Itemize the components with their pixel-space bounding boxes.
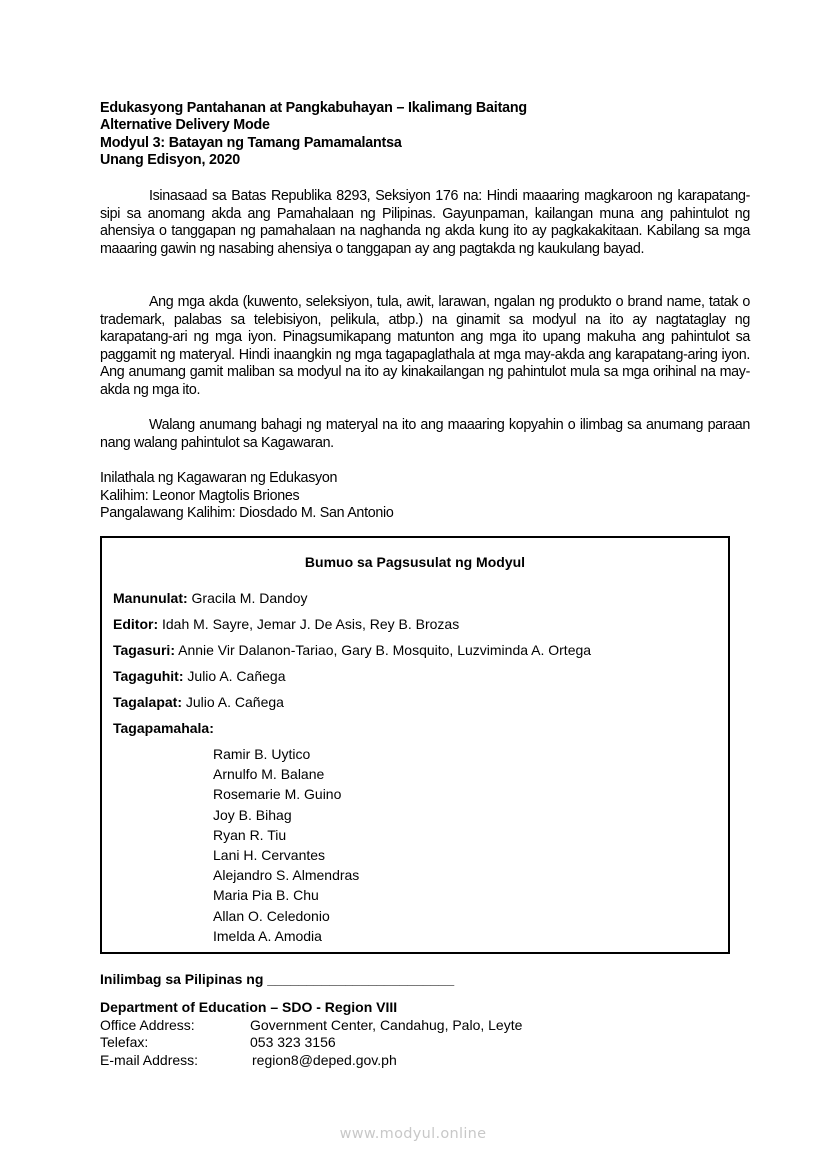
credit-label: Tagaguhit: — [113, 668, 184, 684]
manager-name: Ryan R. Tiu — [213, 826, 287, 843]
credit-label: Manunulat: — [113, 590, 188, 606]
office-info — [100, 999, 522, 1069]
office-address-label: Office Address: — [100, 1016, 195, 1033]
manager-name: Arnulfo M. Balane — [213, 766, 325, 783]
secretary-line: Kalihim: Leonor Magtolis Briones — [100, 487, 300, 504]
manager-name: Joy B. Bihag — [213, 806, 292, 823]
copyright-paragraph-text: Isinasaad sa Batas Republika 8293, Seksiyon 176 na: Hindi maaaring magkaroon ng karapatang-sipi sa anomang akda ang Pamahalaan ng Pilipinas. Gayunpaman, kailangan muna ang pahintulot ng ahensiya o tanggapan ng pamahalaan na naghanda ng akda kung ito ay pagkakakitaan. Kabilang sa mga maaaring gawin ng nasabing ahensiya o tanggapan ay ang pagtakda ng kaukulang bayad. — [100, 188, 750, 257]
email-row — [100, 1052, 522, 1070]
delivery-mode: Alternative Delivery Mode — [100, 117, 270, 134]
subject-title: Edukasyong Pantahanan at Pangkabuhayan – Ikalimang Baitang — [100, 100, 527, 116]
management-list — [213, 744, 359, 946]
rights-paragraph-text: Ang mga akda (kuwento, seleksiyon, tula, awit, larawan, ngalan ng produkto o brand name, tatak o trademark, palabas sa telebisiyon, pelikula, atbp.) na ginamit sa modyul na ito ay nagtataglay ng karapatang-ari ng mga iyon. Pinagsumikapang matunton ang mga ito upang makuha ang pahintulot sa paggamit ng materyal. Hindi inaangkin ng mga tagapaglathala at mga may-akda ang karapatang-aring iyon. Ang anumang gamit maliban sa modyul na ito ay kinakailangan ng pahintulot mula sa mga orihinal na may-akda ng mga ito. — [100, 294, 750, 398]
manager-name: Ramir B. Uytico — [213, 746, 311, 762]
manager-name: Alejandro S. Almendras — [213, 867, 360, 884]
copyright-paragraph — [100, 188, 750, 258]
office-address-row — [100, 1017, 522, 1035]
credit-value: Gracila M. Dandoy — [191, 590, 308, 606]
telefax-value: 053 323 3156 — [250, 1034, 336, 1051]
credit-label: Tagalapat: — [113, 694, 182, 710]
rights-paragraph — [100, 294, 750, 400]
office-address-value: Government Center, Candahug, Palo, Leyte — [250, 1016, 523, 1033]
watermark: www.modyul.online — [339, 1126, 487, 1142]
manager-name: Allan O. Celedonio — [213, 907, 330, 924]
credit-illustrator — [113, 668, 285, 684]
credit-value: Idah M. Sayre, Jemar J. De Asis, Rey B. Brozas — [162, 616, 460, 632]
office-title: Department of Education – SDO - Region VIII — [100, 999, 398, 1015]
credits-box — [100, 536, 730, 954]
credit-value: Annie Vir Dalanon-Tariao, Gary B. Mosquito, Luzviminda A. Ortega — [178, 642, 592, 658]
edition: Unang Edisyon, 2020 — [100, 151, 241, 168]
manager-name: Lani H. Cervantes — [213, 847, 326, 864]
credit-value: Julio A. Cañega — [187, 668, 286, 684]
credit-editor — [113, 616, 459, 632]
module-title: Modyul 3: Batayan ng Tamang Pamamalantsa — [100, 134, 402, 151]
document-header — [100, 100, 527, 169]
manager-name: Maria Pia B. Chu — [213, 887, 319, 904]
manager-name: Rosemarie M. Guino — [213, 786, 342, 803]
email-label: E-mail Address: — [100, 1051, 199, 1068]
credit-layout-artist — [113, 694, 284, 710]
undersecretary-line: Pangalawang Kalihim: Diosdado M. San Antonio — [100, 505, 394, 522]
telefax-row — [100, 1034, 522, 1052]
credit-reviewer — [113, 642, 591, 658]
reproduction-paragraph-text: Walang anumang bahagi ng materyal na ito ang maaaring kopyahin o ilimbag sa anumang paraan nang walang pahintulot sa Kagawaran. — [100, 417, 750, 451]
credit-label: Tagapamahala: — [113, 720, 214, 736]
email-value: region8@deped.gov.ph — [252, 1051, 397, 1068]
credit-value: Julio A. Cañega — [185, 694, 284, 710]
manager-name: Imelda A. Amodia — [213, 927, 322, 944]
credit-label: Editor: — [113, 616, 159, 632]
credit-management — [113, 720, 214, 736]
printed-in-line: Inilimbag sa Pilipinas ng ________________________ — [100, 971, 455, 987]
reproduction-paragraph — [100, 417, 750, 452]
publisher-line: Inilathala ng Kagawaran ng Edukasyon — [100, 470, 338, 486]
credit-label: Tagasuri: — [113, 642, 175, 658]
publisher-info — [100, 470, 394, 523]
telefax-label: Telefax: — [100, 1034, 149, 1051]
credits-title: Bumuo sa Pagsusulat ng Modyul — [304, 554, 526, 570]
credit-writer — [113, 590, 307, 606]
